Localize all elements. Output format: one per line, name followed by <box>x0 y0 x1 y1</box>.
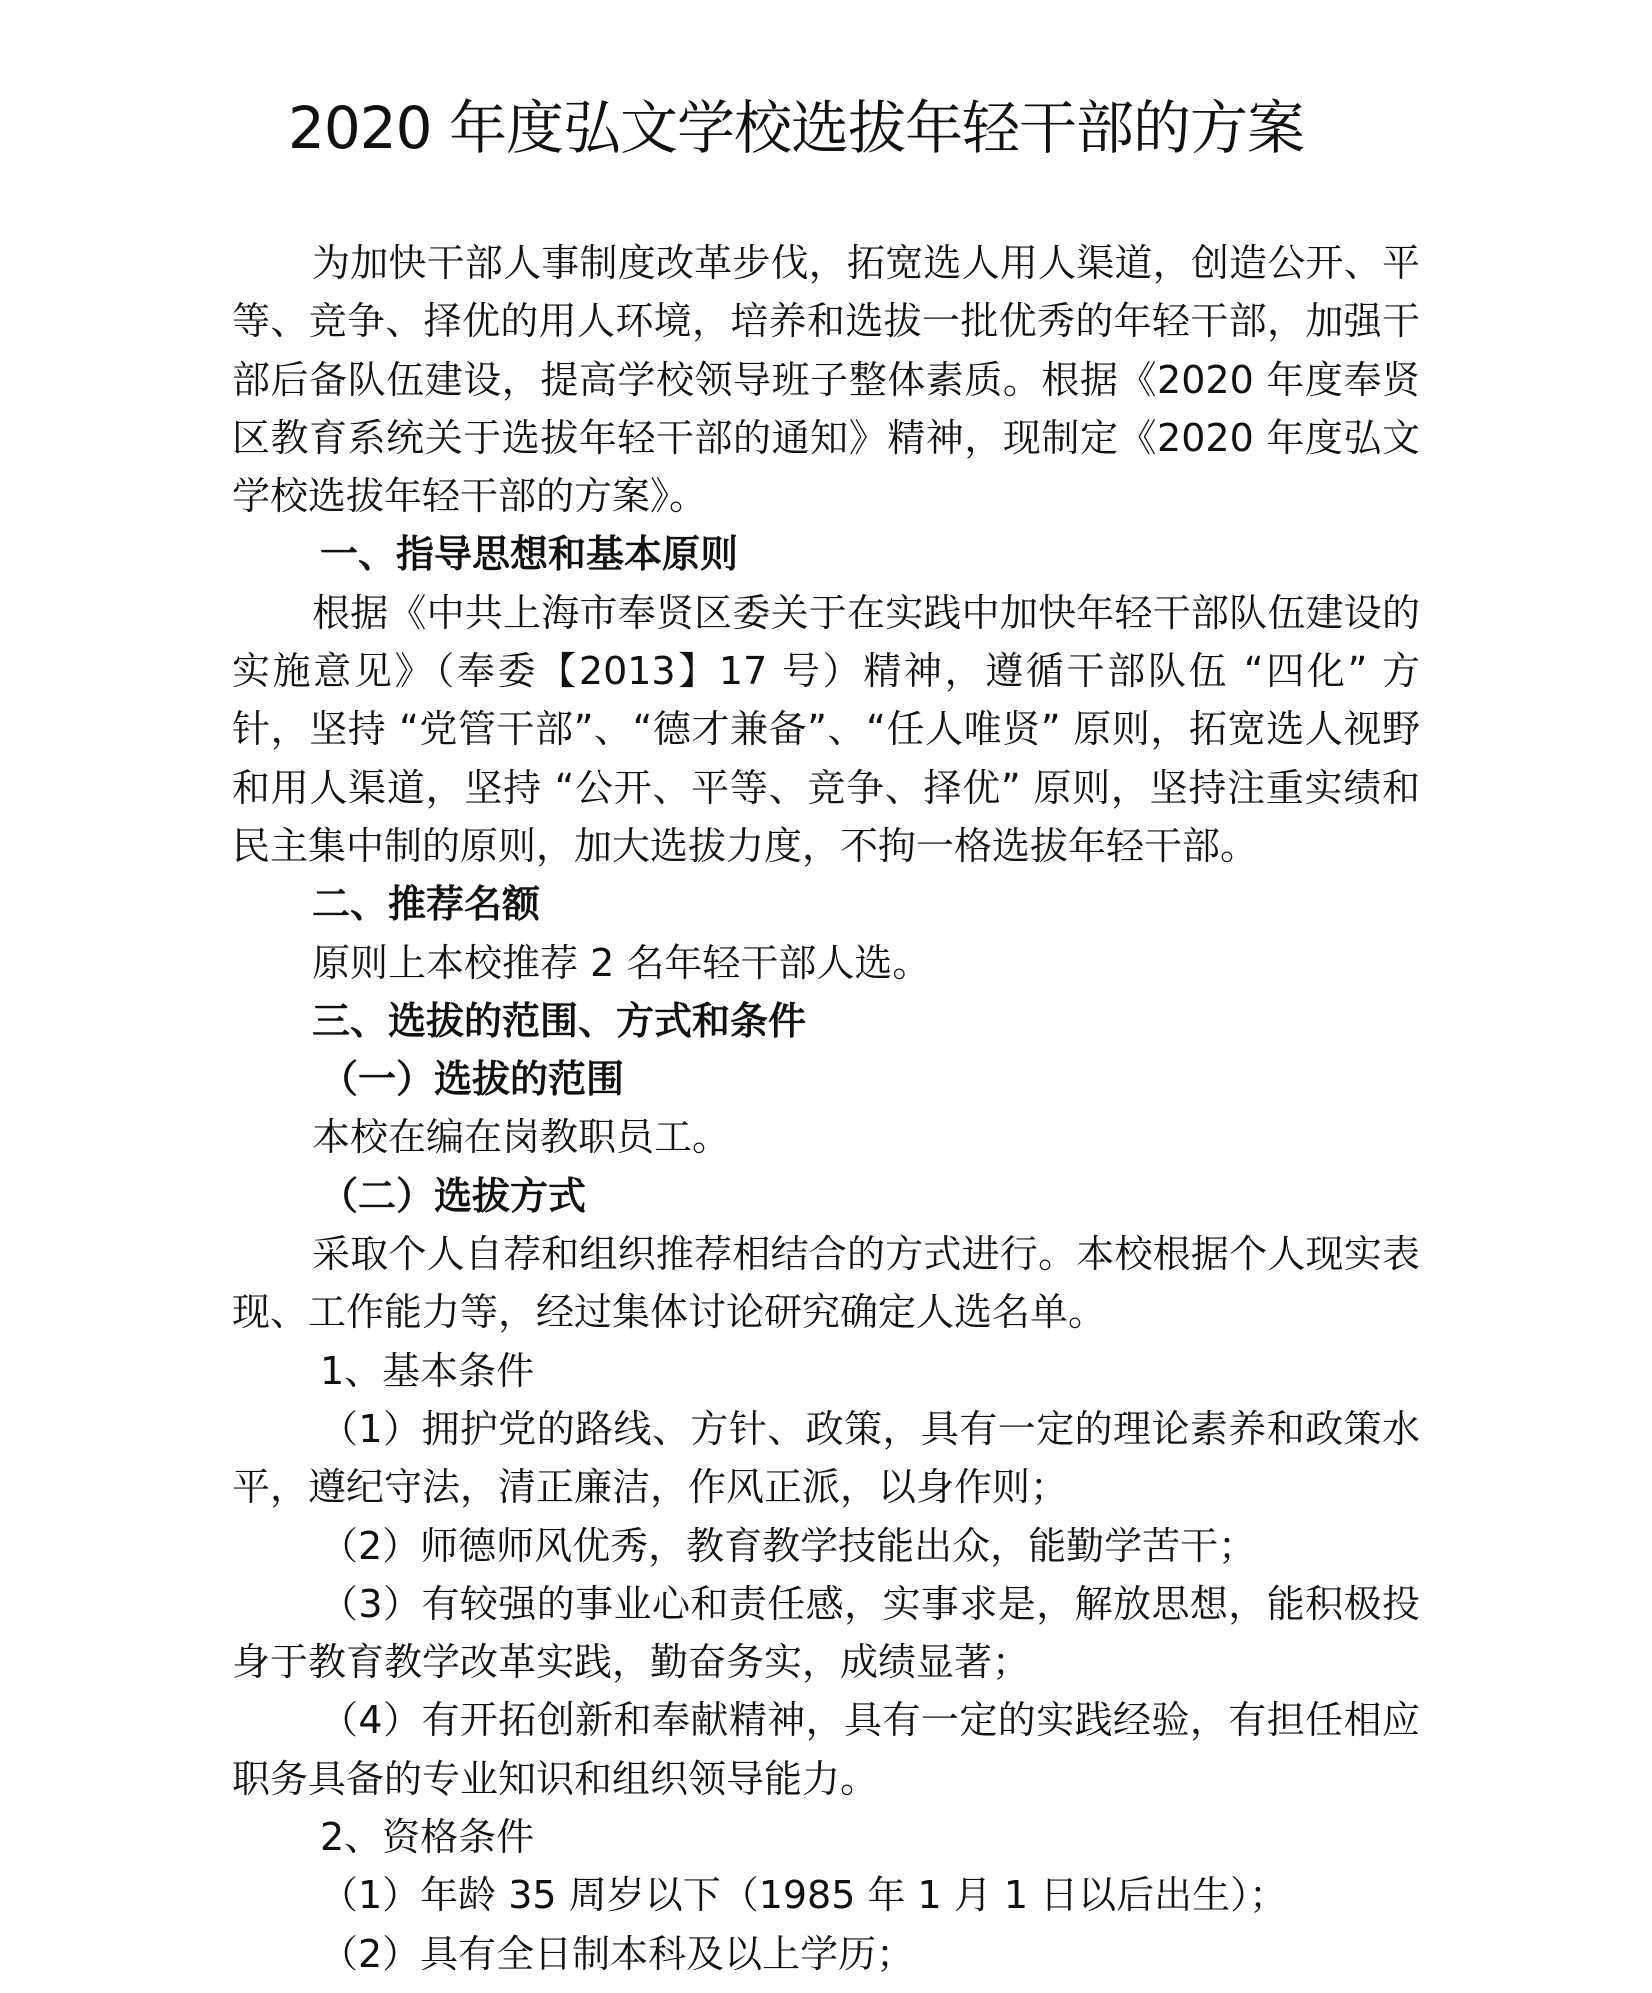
qualification-item: （2）具有全日制本科及以上学历； <box>320 1931 915 1976</box>
subsection-1-paragraph: 本校在编在岗教职员工。 <box>312 1115 731 1160</box>
section-2-paragraph: 原则上本校推荐 2 名年轻干部人选。 <box>312 940 931 985</box>
subsection-2-paragraph: 采取个人自荐和组织推荐相结合的方式进行。本校根据个人现实表现、工作能力等，经过集体讨论研究确定人选名单。 <box>232 1232 1420 1335</box>
document-body <box>232 234 1420 1983</box>
qualification-item: （1）年龄 35 周岁以下（1985 年 1 月 1 日以后出生）； <box>320 1873 1288 1918</box>
subsection-2-heading: （二）选拔方式 <box>320 1173 587 1218</box>
subsection-1-heading: （一）选拔的范围 <box>320 1057 625 1102</box>
qualification-heading: 2、资格条件 <box>320 1815 535 1860</box>
basic-conditions-heading: 1、基本条件 <box>320 1348 535 1393</box>
section-1-heading: 一、指导思想和基本原则 <box>320 532 739 577</box>
section-2-heading: 二、推荐名额 <box>312 882 541 927</box>
basic-condition-item: （4）有开拓创新和奉献精神，具有一定的实践经验，有担任相应职务具备的专业知识和组织领导能力。 <box>232 1698 1420 1801</box>
basic-condition-item: （2）师德师风优秀，教育教学技能出众，能勤学苦干； <box>320 1523 1257 1568</box>
intro-paragraph: 为加快干部人事制度改革步伐，拓宽选人用人渠道，创造公开、平等、竞争、择优的用人环境，培养和选拔一批优秀的年轻干部，加强干部后备队伍建设，提高学校领导班子整体素质。根据《2020 年度奉贤区教育系统关于选拔年轻干部的通知》精神，现制定《2020 年度弘文学校选拔年轻干部的方案》。 <box>232 241 1420 519</box>
document-title: 2020 年度弘文学校选拔年轻干部的方案 <box>287 94 1305 162</box>
basic-condition-item: （1）拥护党的路线、方针、政策，具有一定的理论素养和政策水平，遵纪守法，清正廉洁，作风正派，以身作则； <box>232 1406 1420 1510</box>
section-1-paragraph: 根据《中共上海市奉贤区委关于在实践中加快年轻干部队伍建设的实施意见》（奉委【2013】17 号）精神，遵循干部队伍 “四化” 方针，坚持 “党管干部”、“德才兼备”、“任人唯贤” 原则，拓宽选人视野和用人渠道，坚持 “公开、平等、竞争、择优” 原则，坚持注重实绩和民主集中制的原则，加大选拔力度，不拘一格选拔年轻干部。 <box>232 590 1420 868</box>
basic-condition-item: （3）有较强的事业心和责任感，实事求是，解放思想，能积极投身于教育教学改革实践，勤奋务实，成绩显著； <box>232 1581 1420 1685</box>
section-3-heading: 三、选拔的范围、方式和条件 <box>312 998 807 1043</box>
